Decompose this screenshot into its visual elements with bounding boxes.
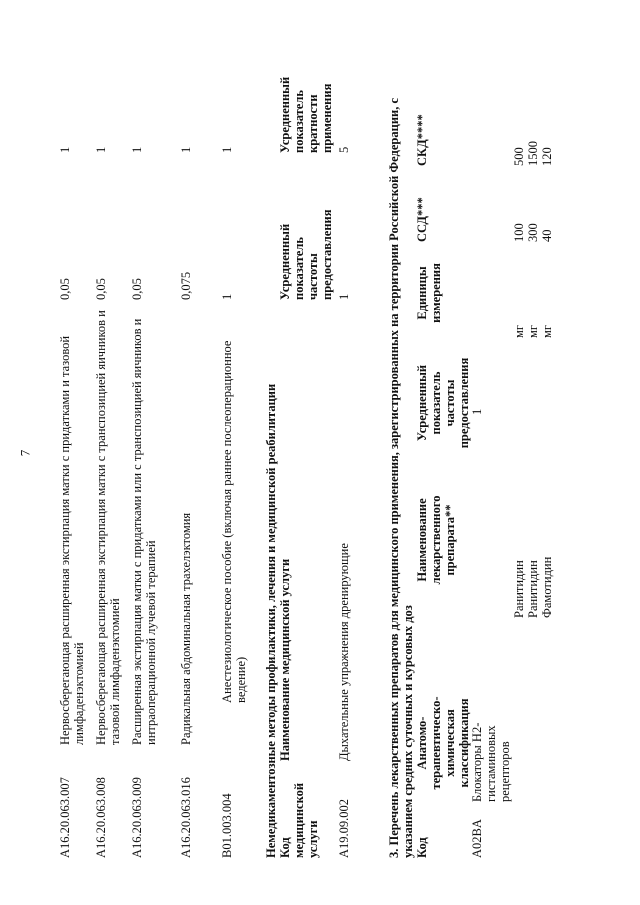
frequency-value: 1 (220, 293, 234, 300)
frequency-value: 1 (337, 293, 351, 300)
frequency-value: 0,075 (179, 271, 193, 300)
drug-ssd: 100 (512, 223, 526, 242)
multiplicity-value: 1 (94, 146, 108, 153)
header-skd: СКД**** (415, 114, 429, 166)
header-code: Код медицинской услуги (278, 782, 320, 858)
drug-name: Ранитидин (526, 560, 540, 618)
page-number: 7 (17, 449, 33, 457)
drug-unit: мг (540, 324, 554, 338)
group-frequency: 1 (470, 408, 484, 415)
multiplicity-value: 1 (58, 146, 72, 153)
drug-skd: 500 (512, 147, 526, 166)
service-code: A19.09.002 (337, 798, 351, 858)
rotated-page-content (58, 28, 618, 858)
service-name: Расширенная экстирпация матки с придатками или с транспозицией яичников и интраоперационной лучевой терапией (130, 318, 158, 745)
group-atc: Блокаторы Н2-гистаминовых рецепторов (470, 722, 512, 802)
service-code: A16.20.063.008 (94, 777, 108, 858)
drug-unit: мг (526, 324, 540, 338)
header-code: Код (415, 837, 429, 858)
drug-name: Фамотидин (540, 556, 554, 618)
drug-skd: 1500 (526, 141, 540, 166)
drug-skd: 120 (540, 147, 554, 166)
section-heading: Немедикаментозные методы профилактики, лечения и медицинской реабилитации (264, 383, 278, 858)
multiplicity-value: 1 (220, 146, 234, 153)
frequency-value: 0,05 (130, 278, 144, 300)
service-name: Дыхательные упражнения дренирующие (337, 543, 351, 761)
header-atc: Анатомо-терапевтическо-химическая классификация (415, 696, 471, 790)
drug-ssd: 300 (526, 223, 540, 242)
service-name: Нервосберегающая расширенная экстирпация матки с транспозицией яичников и тазовой лимфаденэктомией (94, 310, 122, 745)
header-ssd: ССД*** (415, 197, 429, 242)
service-code: A16.20.063.016 (179, 777, 193, 858)
service-code: A16.20.063.007 (58, 777, 72, 858)
service-code: B01.003.004 (220, 793, 234, 858)
drug-ssd: 40 (540, 229, 554, 242)
multiplicity-value: 1 (130, 146, 144, 153)
frequency-value: 0,05 (58, 278, 72, 300)
header-unit: Единицы измерения (415, 263, 443, 323)
service-name: Анестезиологическое пособие (включая раннее послеоперационное ведение) (220, 340, 248, 703)
drug-name: Ранитидин (512, 560, 526, 618)
service-name: Нервосберегающая расширенная экстирпация матки с придатками и тазовой лимфаденэктомией (58, 335, 86, 745)
multiplicity-value: 1 (179, 146, 193, 153)
section-heading: 3. Перечень лекарственных препаратов для медицинского применения, зарегистрированных на территории Российской Федерации, с указанием средних суточных и курсовых доз (387, 97, 415, 858)
service-name: Радикальная абдоминальная трахелэктомия (179, 512, 193, 745)
group-code: A02BA (470, 819, 484, 858)
multiplicity-value: 5 (337, 146, 351, 153)
header-frequency: Усредненный показатель частоты предоставления (278, 209, 334, 300)
header-name: Наименование медицинской услуги (278, 558, 292, 761)
header-frequency: Усредненный показатель частоты предоставления (415, 357, 471, 449)
drug-unit: мг (512, 324, 526, 338)
header-multiplicity: Усредненный показатель кратности применения (278, 76, 334, 153)
frequency-value: 0,05 (94, 278, 108, 300)
header-drug-name: Наименование лекарственного препарата** (415, 495, 457, 585)
service-code: A16.20.063.009 (130, 777, 144, 858)
